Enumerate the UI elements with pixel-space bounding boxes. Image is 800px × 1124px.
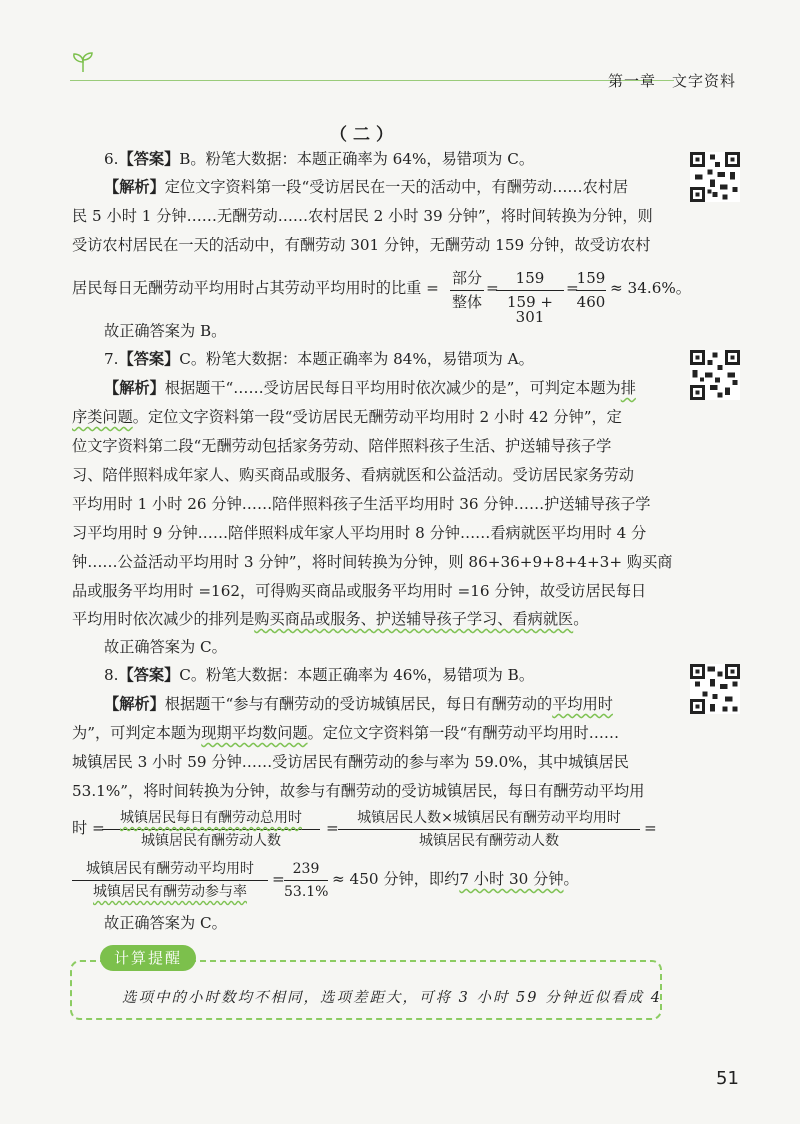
q8-answer-line xyxy=(104,668,534,683)
highlighted-text: 7 小时 30 分钟 xyxy=(459,870,564,888)
text-segment: 。定位文字资料第一段“有酬劳动平均用时…… xyxy=(307,724,620,742)
fraction-denominator: 159 + 301 xyxy=(507,293,553,326)
equals-sign: = xyxy=(326,819,339,837)
highlighted-text: 排 xyxy=(620,379,636,397)
q7-text-line xyxy=(72,410,622,425)
question-number: 6. xyxy=(104,150,119,168)
answer-text: B。粉笔大数据：本题正确率为 64%，易错项为 C。 xyxy=(179,150,535,168)
answer-text: C。粉笔大数据：本题正确率为 46%，易错项为 B。 xyxy=(179,666,535,684)
q8-fraction-values xyxy=(284,862,328,899)
q6-result: ≈ 34.6%。 xyxy=(610,279,691,297)
q6-analysis-line xyxy=(104,180,628,195)
equals-sign: = xyxy=(272,870,285,888)
fraction-denominator: 53.1% xyxy=(284,884,329,900)
q6-fraction-sum xyxy=(576,271,606,310)
text-segment: ≈ 450 分钟，即约 xyxy=(332,870,460,888)
chapter-header xyxy=(608,70,736,91)
fraction-numerator: 159 xyxy=(496,271,564,291)
q8-text-line xyxy=(72,726,619,741)
fraction-numerator: 部分 xyxy=(450,271,484,291)
analysis-text: 定位文字资料第一段“受访居民在一天的活动中，有酬劳动……农村居 xyxy=(164,178,629,196)
section-title: （二） xyxy=(330,125,399,145)
highlighted-text: 现期平均数问题 xyxy=(201,724,308,742)
q6-text-line: 民 5 小时 1 分钟……无酬劳动……农村居民 2 小时 39 分钟”，将时间转换为分钟，则 xyxy=(72,207,653,225)
text-segment: 平均用时依次减少的排列是 xyxy=(72,610,255,628)
q8-formula-prefix: 时 = xyxy=(72,819,105,837)
analysis-tag: 【解析】 xyxy=(104,178,165,196)
q6-answer-line xyxy=(104,152,534,167)
q7-text-line: 品或服务平均用时 =162，可得购买商品或服务平均用时 =16 分钟，故受访居民每日 xyxy=(72,582,647,600)
q7-text-line xyxy=(72,612,588,627)
q6-fraction-part-whole xyxy=(450,271,484,310)
qr-code-icon[interactable] xyxy=(690,664,740,714)
text-segment: 为”，可判定本题为 xyxy=(72,724,202,742)
chapter-title: 文字资料 xyxy=(672,72,737,90)
q8-text-line: 城镇居民 3 小时 59 分钟……受访居民有酬劳动的参与率为 59.0%，其中城镇居民 xyxy=(72,753,629,771)
q6-text-line: 受访农村居民在一天的活动中，有酬劳动 301 分钟，无酬劳动 159 分钟，故受访农村 xyxy=(72,236,651,254)
equals-sign: = xyxy=(644,819,657,837)
chapter-number: 第一章 xyxy=(608,72,657,90)
q6-conclusion: 故正确答案为 B。 xyxy=(104,322,227,340)
analysis-text: 根据题干“……受访居民每日平均用时依次减少的是”，可判定本题为 xyxy=(164,379,621,397)
text-segment: 。 xyxy=(573,610,589,628)
analysis-tag: 【解析】 xyxy=(104,379,165,397)
q6-fraction-values xyxy=(496,271,564,325)
highlighted-text: 平均用时 xyxy=(552,695,613,713)
fraction-denominator: 城镇居民有酬劳动人数 xyxy=(419,833,559,849)
q7-text-line: 位文字资料第二段“无酬劳动包括家务劳动、陪伴照料孩子生活、护送辅导孩子学 xyxy=(72,437,612,455)
header-rule xyxy=(70,80,674,81)
fraction-denominator: 城镇居民有酬劳动参与率 xyxy=(93,884,247,900)
q7-text-line: 习平均用时 9 分钟……陪伴照料成年家人平均用时 8 分钟……看病就医平均用时 4 分 xyxy=(72,524,647,542)
sprout-icon xyxy=(68,48,98,78)
q7-conclusion: 故正确答案为 C。 xyxy=(104,638,227,656)
q8-fraction-expanded xyxy=(338,811,640,848)
answer-tag: 【答案】 xyxy=(118,350,180,368)
q8-analysis-line xyxy=(104,697,613,712)
highlighted-text: 序类问题 xyxy=(72,408,133,426)
qr-code-icon[interactable] xyxy=(690,152,740,202)
fraction-numerator: 城镇居民每日有酬劳动总用时 xyxy=(102,811,320,830)
q7-answer-line xyxy=(104,352,534,367)
answer-tag: 【答案】 xyxy=(118,150,180,168)
equals-sign: = xyxy=(566,279,579,297)
q8-fraction-rate xyxy=(72,862,268,899)
fraction-denominator: 整体 xyxy=(451,293,482,311)
fraction-denominator: 城镇居民有酬劳动人数 xyxy=(141,833,281,849)
qr-code-icon[interactable] xyxy=(690,350,740,400)
analysis-text: 根据题干“参与有酬劳动的受访城镇居民，每日有酬劳动的 xyxy=(164,695,553,713)
q7-text-line: 习、陪伴照料成年家人、购买商品或服务、看病就医和公益活动。受访居民家务劳动 xyxy=(72,466,634,484)
q8-result xyxy=(332,872,579,887)
fraction-numerator: 239 xyxy=(284,862,328,881)
text-segment: 。 xyxy=(563,870,579,888)
fraction-denominator: 460 xyxy=(576,293,606,311)
question-number: 7. xyxy=(104,350,119,368)
answer-tag: 【答案】 xyxy=(118,666,180,684)
question-number: 8. xyxy=(104,666,119,684)
answer-text: C。粉笔大数据：本题正确率为 84%，易错项为 A。 xyxy=(179,350,534,368)
q6-formula-prefix: 居民每日无酬劳动平均用时占其劳动平均用时的比重 = xyxy=(72,279,439,297)
q8-text-line: 53.1%”，将时间转换为分钟，故参与有酬劳动的受访城镇居民，每日有酬劳动平均用 xyxy=(72,782,645,800)
q8-conclusion: 故正确答案为 C。 xyxy=(104,914,227,932)
q7-text-line: 钟……公益活动平均用时 3 分钟”，将时间转换为分钟，则 86+36+9+8+4+3+ 购买商 xyxy=(72,553,673,571)
equals-sign: = xyxy=(486,279,499,297)
analysis-tag: 【解析】 xyxy=(104,695,165,713)
fraction-numerator: 城镇居民人数×城镇居民有酬劳动平均用时 xyxy=(338,811,640,830)
page-number: 51 xyxy=(716,1068,739,1089)
fraction-numerator: 城镇居民有酬劳动平均用时 xyxy=(72,862,268,881)
calculation-tip-label: 计算提醒 xyxy=(100,945,196,971)
q7-text-line: 平均用时 1 小时 26 分钟……陪伴照料孩子生活平均用时 36 分钟……护送辅导孩子学 xyxy=(72,495,651,513)
text-segment: 。定位文字资料第一段“受访居民无酬劳动平均用时 2 小时 42 分钟”，定 xyxy=(132,408,622,426)
highlighted-text: 购买商品或服务、护送辅导孩子学习、看病就医 xyxy=(254,610,574,628)
q7-analysis-line xyxy=(104,381,636,396)
fraction-numerator: 159 xyxy=(576,271,606,291)
q8-fraction-total xyxy=(102,811,320,848)
calculation-tip-text: 选项中的小时数均不相同，选项差距大，可将 3 小时 59 分钟近似看成 4 xyxy=(122,990,662,1006)
